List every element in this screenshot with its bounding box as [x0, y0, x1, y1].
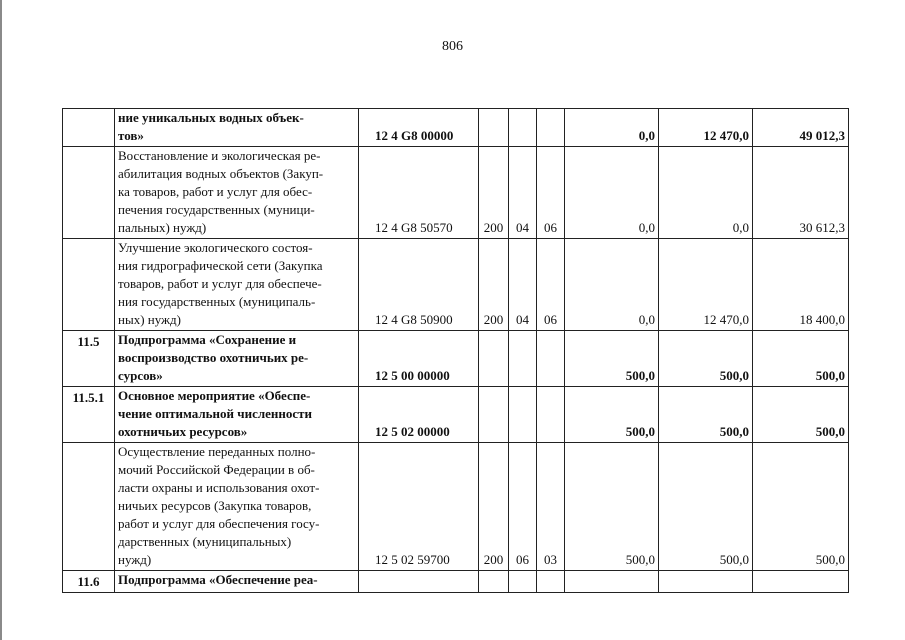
- cell-item-name: Подпрограмма «Обеспечение реа-: [115, 571, 359, 593]
- cell-section: 06: [509, 443, 537, 571]
- cell-section: [509, 109, 537, 147]
- cell-expense-type: [479, 109, 509, 147]
- cell-amount-year-1: 500,0: [565, 387, 659, 443]
- cell-amount-year-1: 0,0: [565, 147, 659, 239]
- table-row: [63, 109, 849, 147]
- cell-amount-year-2: [659, 571, 753, 593]
- cell-target-code: 12 5 02 59700: [359, 443, 479, 571]
- cell-target-code: 12 4 G8 50900: [359, 239, 479, 331]
- table-row: [63, 387, 849, 443]
- cell-amount-year-3: 30 612,3: [753, 147, 849, 239]
- cell-item-name: Осуществление переданных полно- мочий Российской Федерации в об- ласти охраны и использования охот- ничьих ресурсов (Закупка товаров, работ и услуг для обеспечения госу- дарственных (муниципальных) нужд): [115, 443, 359, 571]
- table-row: [63, 331, 849, 387]
- cell-section: [509, 331, 537, 387]
- scan-left-edge: [0, 0, 2, 640]
- cell-item-name: ние уникальных водных объек- тов»: [115, 109, 359, 147]
- cell-amount-year-2: 500,0: [659, 443, 753, 571]
- cell-expense-type: 200: [479, 239, 509, 331]
- cell-amount-year-3: 500,0: [753, 443, 849, 571]
- cell-row-number: 11.5.1: [63, 387, 115, 443]
- cell-section: 04: [509, 147, 537, 239]
- cell-expense-type: [479, 571, 509, 593]
- cell-target-code: [359, 571, 479, 593]
- cell-amount-year-1: [565, 571, 659, 593]
- cell-subsection: [537, 571, 565, 593]
- cell-row-number: [63, 443, 115, 571]
- cell-item-name: Основное мероприятие «Обеспе- чение оптимальной численности охотничьих ресурсов»: [115, 387, 359, 443]
- cell-expense-type: [479, 331, 509, 387]
- cell-amount-year-3: 500,0: [753, 387, 849, 443]
- cell-amount-year-3: 500,0: [753, 331, 849, 387]
- cell-target-code: 12 4 G8 50570: [359, 147, 479, 239]
- cell-section: 04: [509, 239, 537, 331]
- cell-section: [509, 571, 537, 593]
- cell-row-number: [63, 147, 115, 239]
- cell-amount-year-1: 0,0: [565, 239, 659, 331]
- cell-target-code: 12 5 00 00000: [359, 331, 479, 387]
- cell-expense-type: [479, 387, 509, 443]
- cell-amount-year-2: 12 470,0: [659, 109, 753, 147]
- table-row: [63, 239, 849, 331]
- cell-expense-type: 200: [479, 147, 509, 239]
- cell-row-number: [63, 109, 115, 147]
- cell-target-code: 12 5 02 00000: [359, 387, 479, 443]
- cell-expense-type: 200: [479, 443, 509, 571]
- cell-amount-year-2: 0,0: [659, 147, 753, 239]
- page-number: 806: [442, 39, 463, 54]
- cell-subsection: [537, 331, 565, 387]
- cell-amount-year-3: 18 400,0: [753, 239, 849, 331]
- budget-table-body: [63, 109, 849, 593]
- cell-subsection: 03: [537, 443, 565, 571]
- cell-amount-year-3: [753, 571, 849, 593]
- cell-subsection: [537, 109, 565, 147]
- budget-table: [62, 108, 849, 593]
- cell-target-code: 12 4 G8 00000: [359, 109, 479, 147]
- cell-amount-year-2: 500,0: [659, 331, 753, 387]
- cell-section: [509, 387, 537, 443]
- cell-subsection: [537, 387, 565, 443]
- table-row: [63, 571, 849, 593]
- cell-subsection: 06: [537, 239, 565, 331]
- cell-row-number: 11.5: [63, 331, 115, 387]
- cell-amount-year-1: 0,0: [565, 109, 659, 147]
- cell-row-number: [63, 239, 115, 331]
- cell-row-number: 11.6: [63, 571, 115, 593]
- cell-amount-year-3: 49 012,3: [753, 109, 849, 147]
- cell-amount-year-1: 500,0: [565, 443, 659, 571]
- cell-amount-year-2: 500,0: [659, 387, 753, 443]
- cell-amount-year-1: 500,0: [565, 331, 659, 387]
- cell-subsection: 06: [537, 147, 565, 239]
- cell-amount-year-2: 12 470,0: [659, 239, 753, 331]
- cell-item-name: Подпрограмма «Сохранение и воспроизводство охотничьих ре- сурсов»: [115, 331, 359, 387]
- table-row: [63, 443, 849, 571]
- cell-item-name: Восстановление и экологическая ре- абилитация водных объектов (Закуп- ка товаров, работ и услуг для обес- печения государственных (муници- пальных) нужд): [115, 147, 359, 239]
- table-row: [63, 147, 849, 239]
- cell-item-name: Улучшение экологического состоя- ния гидрографической сети (Закупка товаров, работ и услуг для обеспече- ния государственных (муниципаль- ных) нужд): [115, 239, 359, 331]
